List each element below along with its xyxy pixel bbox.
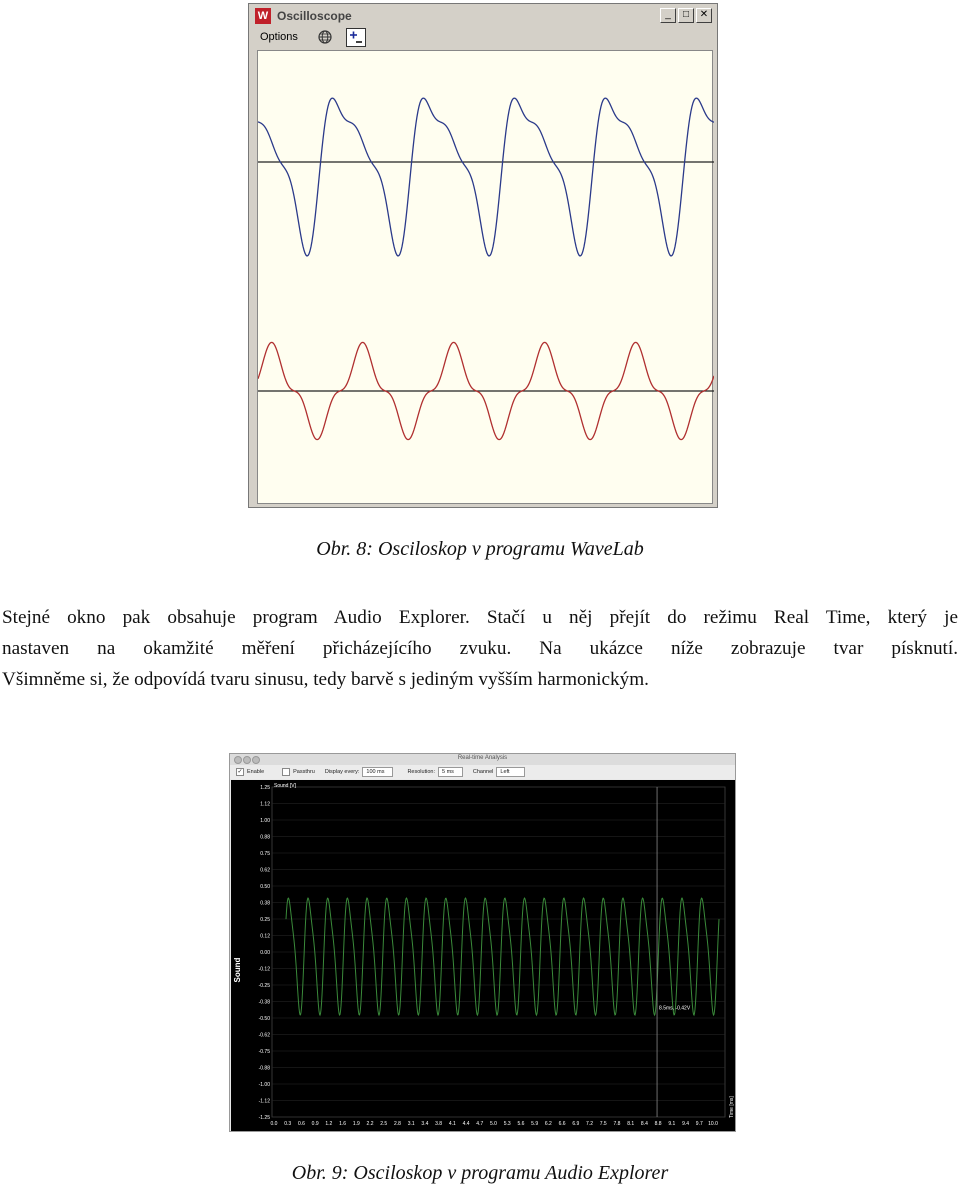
x-tick-label: 1.2: [325, 1121, 333, 1127]
y-tick-label: -0.75: [258, 1048, 270, 1055]
minimize-button[interactable]: _: [660, 8, 676, 23]
paragraph-line-3: Všimněme si, že odpovídá tvaru sinusu, tedy barvě s jediným vyšším harmonickým.: [2, 669, 649, 690]
x-tick-label: 9.7: [695, 1121, 703, 1127]
y-tick-label: 0.62: [260, 867, 270, 874]
x-tick-label: 9.4: [682, 1121, 690, 1127]
wavelab-logo-icon: W: [255, 8, 271, 24]
zoom-plus-minus-icon[interactable]: [346, 28, 366, 47]
top-channel-waveform: [258, 98, 714, 256]
x-tick-label: 3.1: [407, 1121, 415, 1127]
y-unit-label: Sound [V]: [274, 783, 296, 789]
wavelab-window-title: Oscilloscope: [277, 9, 352, 23]
audio-explorer-window-title: Real-time Analysis: [457, 755, 508, 761]
x-tick-label: 5.6: [517, 1121, 525, 1127]
x-tick-label: 0.9: [311, 1121, 319, 1127]
x-tick-label: 1.6: [339, 1121, 347, 1127]
x-tick-label: 6.9: [572, 1121, 580, 1127]
x-tick-label: 2.5: [380, 1121, 388, 1127]
x-tick-label: 5.0: [490, 1121, 497, 1127]
channel-select[interactable]: Left: [496, 767, 524, 777]
paragraph-line-1: Stejné okno pak obsahuje program Audio Explorer. Stačí u něj přejít do režimu Real Time, který je: [2, 607, 958, 628]
y-tick-label: -0.25: [258, 982, 270, 989]
x-tick-label: 6.6: [558, 1121, 566, 1127]
window-controls: [660, 8, 712, 23]
x-tick-label: 0.6: [297, 1121, 305, 1127]
y-tick-label: 0.75: [260, 850, 270, 857]
display-every-control: [325, 767, 394, 777]
signal-line: [286, 898, 719, 1015]
audio-explorer-toolbar: [230, 765, 735, 779]
figure-9-caption: Obr. 9: Osciloskop v programu Audio Explorer: [291, 1162, 669, 1184]
y-tick-label: 1.12: [260, 801, 270, 808]
x-tick-label: 4.7: [476, 1121, 484, 1127]
channel-label: Channel: [472, 769, 494, 775]
y-tick-label: 1.00: [260, 817, 270, 824]
cursor-readout: 8.5ms, -0.42V: [659, 1005, 691, 1012]
y-tick-label: -0.50: [258, 1015, 270, 1022]
passthru-label: Passthru: [293, 769, 315, 775]
x-tick-label: 10.0: [708, 1121, 718, 1127]
y-tick-label: -0.12: [258, 966, 270, 973]
y-tick-label: 0.12: [260, 933, 270, 940]
audio-explorer-titlebar[interactable]: [230, 754, 735, 765]
x-tick-labels: [271, 1121, 719, 1127]
figure-8-caption: Obr. 8: Osciloskop v programu WaveLab: [316, 538, 644, 560]
passthru-checkbox[interactable]: [282, 768, 315, 776]
y-tick-label: 0.25: [260, 916, 270, 923]
y-tick-label: 1.25: [260, 784, 270, 791]
x-tick-label: 0.3: [284, 1121, 292, 1127]
x-tick-label: 8.4: [640, 1121, 648, 1127]
y-tick-label: 0.88: [260, 834, 270, 841]
display-every-label: Display every:: [324, 769, 360, 775]
menu-options[interactable]: Options: [260, 31, 298, 43]
enable-checkbox[interactable]: [236, 768, 264, 776]
audio-explorer-window: [229, 753, 736, 1132]
resolution-select[interactable]: 5 ms: [438, 767, 463, 777]
y-tick-label: 0.38: [260, 900, 270, 907]
x-tick-label: 4.4: [462, 1121, 470, 1127]
display-every-select[interactable]: 100 ms: [362, 767, 393, 777]
x-tick-label: 3.8: [435, 1121, 443, 1127]
x-tick-label: 7.8: [613, 1121, 621, 1127]
globe-settings-icon[interactable]: [316, 29, 334, 46]
oscilloscope-display: [257, 50, 713, 504]
x-tick-label: 9.1: [668, 1121, 676, 1127]
x-tick-label: 7.5: [599, 1121, 607, 1127]
channel-control: [473, 767, 525, 777]
x-tick-label: 2.8: [393, 1121, 401, 1127]
sound-chart: [231, 780, 735, 1131]
x-tick-label: 0.0: [270, 1121, 278, 1127]
y-tick-label: -0.88: [258, 1065, 270, 1072]
y-tick-label: 0.50: [260, 883, 270, 890]
close-button[interactable]: ✕: [696, 8, 712, 23]
x-tick-label: 4.1: [448, 1121, 456, 1127]
body-paragraph: [2, 602, 958, 695]
y-tick-label: -0.62: [258, 1032, 270, 1039]
wavelab-oscilloscope-window: [248, 3, 718, 508]
y-tick-label: -1.00: [258, 1081, 270, 1088]
x-tick-label: 1.9: [352, 1121, 360, 1127]
resolution-control: [407, 767, 462, 777]
enable-check-icon: ✓: [237, 769, 243, 775]
y-axis-label: Sound: [233, 957, 242, 983]
resolution-label: Resolution:: [407, 769, 435, 775]
wavelab-titlebar[interactable]: [251, 6, 715, 26]
oscilloscope-traces: [258, 51, 714, 505]
enable-label: Enable: [247, 769, 265, 775]
x-tick-label: 2.2: [366, 1121, 374, 1127]
paragraph-line-2: nastaven na okamžité měření přicházejícího zvuku. Na ukázce níže zobrazuje tvar písknutí.: [2, 638, 958, 659]
x-tick-label: 3.4: [421, 1121, 429, 1127]
y-tick-label: -1.12: [258, 1098, 270, 1105]
x-tick-label: 5.3: [503, 1121, 511, 1127]
x-tick-label: 6.2: [544, 1121, 552, 1127]
audio-explorer-plot: [231, 780, 735, 1131]
x-unit-label: Time [ms]: [729, 1096, 735, 1118]
y-tick-label: -0.38: [258, 999, 270, 1006]
x-tick-label: 8.8: [654, 1121, 662, 1127]
y-tick-label: -1.25: [258, 1114, 270, 1121]
passthru-check-icon: [282, 768, 290, 776]
x-tick-label: 8.1: [627, 1121, 635, 1127]
maximize-button[interactable]: □: [678, 8, 694, 23]
x-tick-label: 7.2: [586, 1121, 594, 1127]
x-tick-label: 5.9: [531, 1121, 539, 1127]
y-tick-label: 0.00: [260, 949, 270, 956]
y-tick-labels: [259, 785, 271, 1121]
wavelab-menubar: [251, 26, 715, 48]
